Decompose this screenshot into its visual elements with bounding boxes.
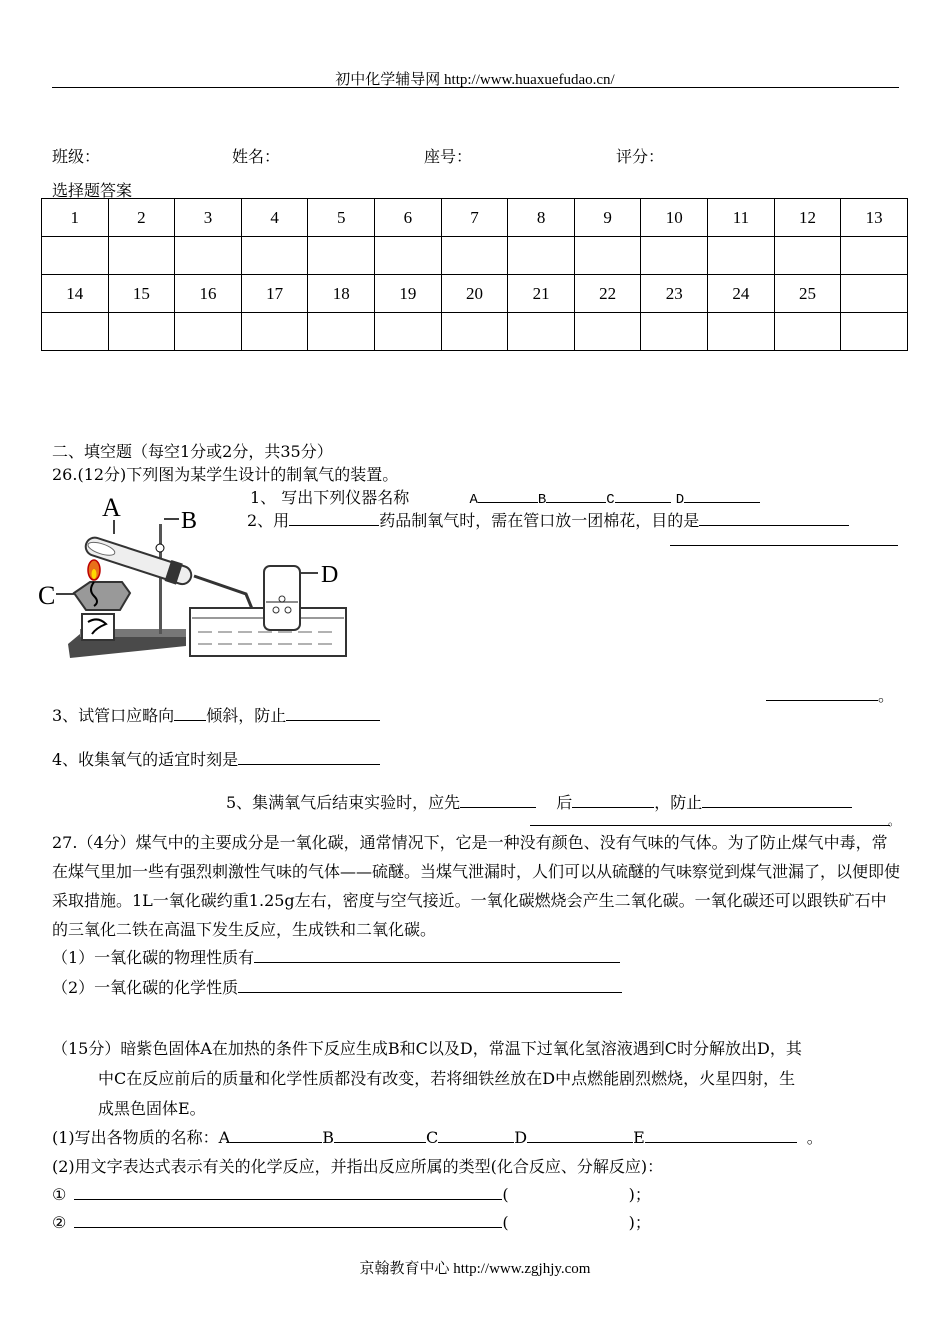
name-label: 姓名： bbox=[232, 147, 281, 166]
answer-number: 24 bbox=[708, 275, 775, 313]
q26-s1-c: C bbox=[606, 492, 615, 508]
answer-number: 10 bbox=[641, 199, 708, 237]
q28-m2: ② bbox=[52, 1213, 67, 1232]
q28-c: C bbox=[426, 1128, 439, 1147]
section-title: 二、填空题（每空1分或2分，共35分） bbox=[52, 442, 333, 461]
q26-s1-d: D bbox=[675, 492, 685, 508]
answer-blank[interactable] bbox=[478, 488, 538, 503]
q26-s5-prevent: ，防止 bbox=[654, 793, 703, 812]
q28-m1: ① bbox=[52, 1185, 67, 1204]
answer-blank[interactable] bbox=[572, 793, 654, 808]
q26-s5-text: 5、集满氧气后结束实验时，应先 bbox=[226, 793, 461, 812]
answer-cell[interactable] bbox=[841, 313, 908, 351]
answer-blank[interactable] bbox=[74, 1213, 502, 1228]
answer-blank[interactable] bbox=[699, 511, 849, 526]
answer-table-title: 选择题答案 bbox=[52, 181, 133, 200]
q28-close: )； bbox=[628, 1185, 651, 1204]
answer-number: 2 bbox=[108, 199, 175, 237]
q26-s2-cont bbox=[766, 683, 894, 706]
answer-cell[interactable] bbox=[175, 237, 242, 275]
answer-blank[interactable] bbox=[460, 793, 536, 808]
q26-s5-after: 后 bbox=[556, 793, 573, 812]
answer-cell[interactable] bbox=[42, 237, 109, 275]
q28-close: )； bbox=[628, 1213, 651, 1232]
q28-para3: 成黑色固体E。 bbox=[98, 1099, 206, 1118]
answer-number: 11 bbox=[708, 199, 775, 237]
answer-blank[interactable] bbox=[645, 1128, 797, 1143]
q28-p1 bbox=[52, 1125, 823, 1148]
answer-number: 23 bbox=[641, 275, 708, 313]
q27-paragraph: 27.（4分）煤气中的主要成分是一氧化碳，通常情况下，它是一种没有颜色、没有气味的气体。为了防止煤气中毒，常在煤气里加一些有强烈刺激性气味的气体——硫醚。当煤气泄漏时，人们可以从硫醚的气味察觉到煤气泄漏了，以便即使采取措施。1L一氧化碳约重1.25g左右，密度与空气接近。一氧化碳燃烧会产生二氧化碳。一氧化碳还可以跟铁矿石中的三氧化二铁在高温下发生反应，生成铁和二氧化碳。 bbox=[52, 833, 901, 939]
q27-p2-text: （2）一氧化碳的化学性质 bbox=[52, 978, 239, 997]
q28-e: E bbox=[633, 1128, 645, 1147]
q26-s1-label: 1、 写出下列仪器名称 bbox=[250, 488, 410, 507]
answer-blank[interactable] bbox=[546, 488, 606, 503]
answer-cell[interactable] bbox=[508, 237, 575, 275]
answer-cell[interactable] bbox=[308, 313, 375, 351]
q26-s5 bbox=[226, 790, 852, 813]
answer-cell[interactable] bbox=[641, 313, 708, 351]
answer-cell[interactable] bbox=[841, 237, 908, 275]
answer-cell[interactable] bbox=[441, 237, 508, 275]
flame-core bbox=[92, 569, 97, 579]
answer-cell[interactable] bbox=[708, 313, 775, 351]
q26-s4 bbox=[52, 747, 380, 770]
oxygen-apparatus-figure bbox=[36, 486, 376, 666]
answer-number: 22 bbox=[574, 275, 641, 313]
answer-number: 14 bbox=[42, 275, 109, 313]
reaction-type-blank[interactable] bbox=[509, 1214, 629, 1228]
answer-number: 17 bbox=[241, 275, 308, 313]
answer-number bbox=[841, 275, 908, 313]
q26-s3 bbox=[52, 703, 380, 726]
q28-para1: （15分）暗紫色固体A在加热的条件下反应生成B和C以及D，常温下过氧化氢溶液遇到C时分解放出D，其 bbox=[52, 1039, 802, 1058]
q26-s1-b: B bbox=[537, 492, 547, 508]
answer-cell[interactable] bbox=[641, 237, 708, 275]
answer-number-row bbox=[42, 275, 908, 313]
fig-label-c: C bbox=[38, 581, 56, 610]
answer-line[interactable] bbox=[530, 825, 890, 826]
q28-a: A bbox=[218, 1128, 231, 1147]
test-tube-icon bbox=[83, 533, 194, 588]
score-label: 评分： bbox=[616, 147, 665, 166]
q28-para2: 中C在反应前后的质量和化学性质都没有改变，若将细铁丝放在D中点燃能剧烈燃烧，火星四射，生 bbox=[98, 1069, 796, 1088]
answer-table bbox=[41, 198, 908, 351]
answer-blank[interactable] bbox=[334, 1128, 426, 1143]
answer-blank[interactable] bbox=[286, 706, 380, 721]
reaction-type-blank[interactable] bbox=[509, 1186, 629, 1200]
answer-number: 15 bbox=[108, 275, 175, 313]
answer-cell[interactable] bbox=[241, 313, 308, 351]
fig-label-d: D bbox=[321, 562, 339, 588]
bubble-icon bbox=[279, 596, 285, 602]
answer-cell[interactable] bbox=[375, 313, 442, 351]
q28-d: D bbox=[514, 1128, 528, 1147]
answer-number: 16 bbox=[175, 275, 242, 313]
q26-s2-text: 2、用 bbox=[247, 511, 290, 530]
answer-cell[interactable] bbox=[774, 237, 841, 275]
answer-blank[interactable] bbox=[238, 750, 380, 765]
q26-s3-mid: 倾斜，防止 bbox=[206, 706, 287, 725]
answer-number: 6 bbox=[375, 199, 442, 237]
q26-s2-mid: 药品制氧气时，需在管口放一团棉花，目的是 bbox=[379, 511, 700, 530]
answer-number: 4 bbox=[241, 199, 308, 237]
answer-number: 13 bbox=[841, 199, 908, 237]
answer-cell[interactable] bbox=[574, 313, 641, 351]
answer-cell[interactable] bbox=[508, 313, 575, 351]
q28-p1-text: (1)写出各物质的名称： bbox=[52, 1128, 219, 1147]
answer-line[interactable] bbox=[670, 545, 898, 546]
q26-s1-a: A bbox=[469, 492, 478, 508]
answer-cell[interactable] bbox=[108, 237, 175, 275]
answer-blank[interactable] bbox=[174, 706, 206, 721]
answer-number: 8 bbox=[508, 199, 575, 237]
q28-open: ( bbox=[502, 1213, 509, 1232]
seat-label: 座号： bbox=[424, 147, 473, 166]
q28-eq1 bbox=[52, 1182, 651, 1205]
q26-s4-text: 4、收集氧气的适宜时刻是 bbox=[52, 750, 239, 769]
answer-number: 20 bbox=[441, 275, 508, 313]
answer-cell[interactable] bbox=[308, 237, 375, 275]
answer-cell[interactable] bbox=[42, 313, 109, 351]
q28-eq2 bbox=[52, 1210, 651, 1233]
page-header: 初中化学辅导网 http://www.huaxuefudao.cn/ bbox=[335, 72, 615, 88]
answer-number: 25 bbox=[774, 275, 841, 313]
stand-rod bbox=[159, 524, 162, 634]
answer-blank[interactable] bbox=[527, 1128, 633, 1143]
q28-b: B bbox=[322, 1128, 334, 1147]
answer-number: 19 bbox=[375, 275, 442, 313]
answer-number: 1 bbox=[42, 199, 109, 237]
class-label: 班级： bbox=[52, 147, 101, 166]
q28-open: ( bbox=[502, 1185, 509, 1204]
answer-blank-row[interactable] bbox=[42, 237, 908, 275]
answer-number: 5 bbox=[308, 199, 375, 237]
answer-blank[interactable] bbox=[230, 1128, 322, 1143]
q27-p2 bbox=[52, 975, 622, 998]
answer-cell[interactable] bbox=[175, 313, 242, 351]
answer-blank[interactable] bbox=[684, 488, 760, 503]
answer-cell[interactable] bbox=[774, 313, 841, 351]
answer-number: 18 bbox=[308, 275, 375, 313]
answer-blank-row[interactable] bbox=[42, 313, 908, 351]
answer-blank[interactable] bbox=[238, 978, 622, 993]
q26-stem: 26.(12分)下列图为某学生设计的制氧气的装置。 bbox=[52, 465, 399, 484]
fig-label-b: B bbox=[181, 508, 198, 534]
answer-number: 12 bbox=[774, 199, 841, 237]
bubble-icon bbox=[273, 607, 279, 613]
answer-blank[interactable] bbox=[615, 488, 671, 503]
answer-number-row bbox=[42, 199, 908, 237]
header-rule bbox=[52, 87, 899, 88]
answer-number: 9 bbox=[574, 199, 641, 237]
answer-blank[interactable] bbox=[74, 1185, 502, 1200]
answer-cell[interactable] bbox=[375, 237, 442, 275]
page-footer: 京翰教育中心 http://www.zgjhjy.com bbox=[359, 1261, 591, 1277]
answer-blank[interactable] bbox=[254, 948, 620, 963]
q27-p1-text: （1）一氧化碳的物理性质有 bbox=[52, 948, 255, 967]
fig-label-a: A bbox=[102, 493, 121, 522]
answer-blank[interactable] bbox=[438, 1128, 514, 1143]
answer-cell[interactable] bbox=[574, 237, 641, 275]
q28-p2: (2)用文字表达式表示有关的化学反应，并指出反应所属的类型(化合反应、分解反应)： bbox=[52, 1157, 664, 1176]
answer-cell[interactable] bbox=[441, 313, 508, 351]
answer-blank[interactable] bbox=[766, 686, 878, 701]
answer-number: 3 bbox=[175, 199, 242, 237]
answer-cell[interactable] bbox=[241, 237, 308, 275]
clamp-icon bbox=[156, 544, 164, 552]
answer-number: 7 bbox=[441, 199, 508, 237]
q27-p1 bbox=[52, 945, 620, 968]
answer-cell[interactable] bbox=[708, 237, 775, 275]
answer-blank[interactable] bbox=[702, 793, 852, 808]
bubble-icon bbox=[285, 607, 291, 613]
q26-s3-text: 3、试管口应略向 bbox=[52, 706, 175, 725]
q27-s5-end: 。 bbox=[888, 814, 901, 828]
answer-cell[interactable] bbox=[108, 313, 175, 351]
lamp-stand bbox=[74, 582, 130, 610]
period: 。 bbox=[878, 686, 895, 705]
q28-end: 。 bbox=[806, 1128, 823, 1147]
answer-number: 21 bbox=[508, 275, 575, 313]
